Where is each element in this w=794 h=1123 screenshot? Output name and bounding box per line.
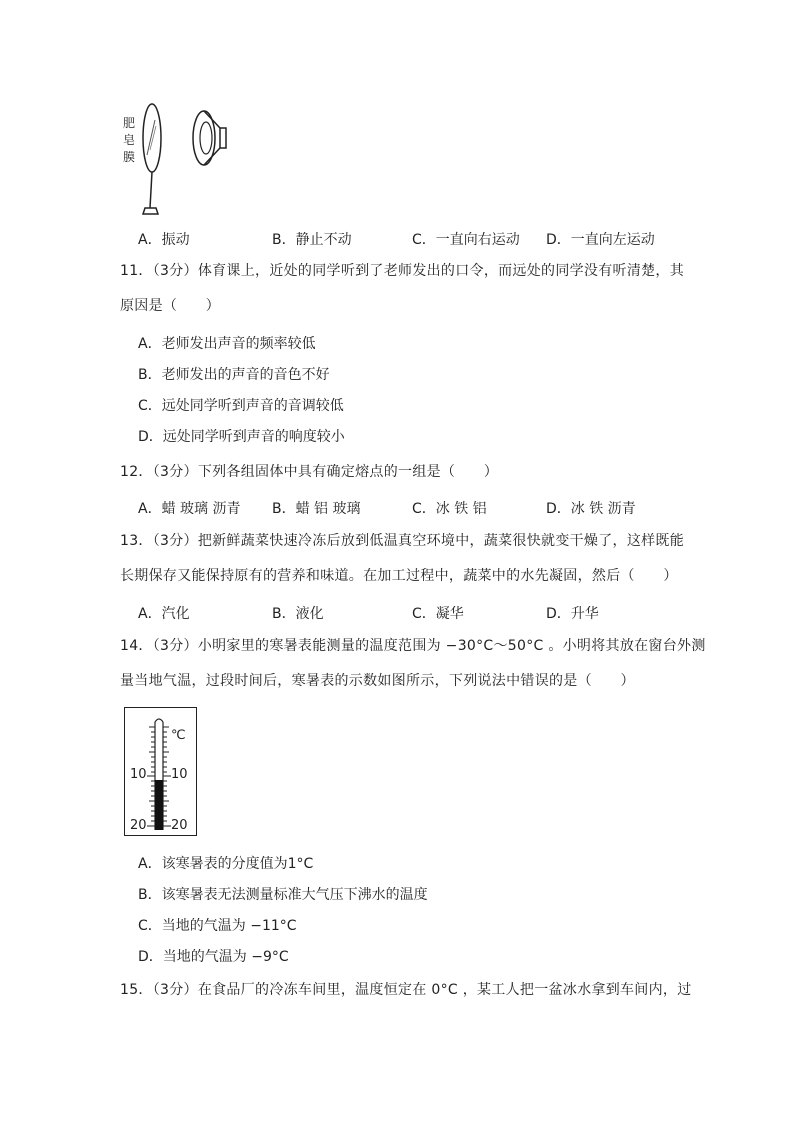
- thermometer-right-label-20: 20: [171, 818, 188, 833]
- label-char: 肥: [123, 116, 136, 130]
- thermometer-right-label-10: 10: [171, 767, 188, 782]
- soap-film-ring: [143, 104, 161, 172]
- soap-film-label: [123, 115, 137, 166]
- q13-option-c: C．凝华: [412, 606, 464, 622]
- speaker-magnet: [220, 128, 226, 148]
- speaker-body-bottom: [204, 148, 220, 165]
- q10-option-a: A．振动: [138, 232, 190, 248]
- q13-option-b: B．液化: [272, 606, 324, 622]
- q14-stem-line2: 量当地气温，过段时间后，寒暑表的示数如图所示，下列说法中错误的是（ ）: [120, 673, 635, 689]
- q12-option-a: A．蜡 玻璃 沥青: [138, 501, 241, 517]
- q14-option-a: A．该寒暑表的分度值为1°C: [138, 856, 314, 872]
- q11-stem-line2: 原因是（ ）: [120, 298, 221, 314]
- q14-option-c: C．当地的气温为 −11°C: [138, 918, 297, 934]
- q12-option-b: B．蜡 铝 玻璃: [272, 501, 361, 517]
- stand-base: [143, 208, 158, 214]
- thermometer-figure: [124, 707, 197, 836]
- q15-stem-line1: 15．（3分）在食品厂的冷冻车间里，温度恒定在 0°C ，某工人把一盆冰水拿到车间内，过: [120, 982, 692, 998]
- q11-option-d: D．远处同学听到声音的响度较小: [138, 429, 345, 445]
- q12-option-d: D．冰 铁 沥青: [546, 501, 636, 517]
- thermometer-left-label-10: 10: [130, 767, 147, 782]
- thermometer-unit-label: ℃: [171, 728, 186, 743]
- q11-stem-line1: 11．（3分）体育课上，近处的同学听到了老师发出的口令，而远处的同学没有听清楚，其: [120, 263, 685, 279]
- q14-option-b: B．该寒暑表无法测量标准大气压下沸水的温度: [138, 887, 428, 903]
- label-char: 膜: [123, 150, 136, 164]
- q11-option-c: C．远处同学听到声音的音调较低: [138, 398, 344, 414]
- q13-option-a: A．汽化: [138, 606, 190, 622]
- q13-stem-line2: 长期保存又能保持原有的营养和味道。在加工过程中，蔬菜中的水先凝固，然后（ ）: [120, 568, 678, 584]
- q10-option-b: B．静止不动: [272, 232, 352, 248]
- q14-option-d: D．当地的气温为 −9°C: [138, 949, 289, 965]
- q10-option-d: D．一直向左运动: [546, 232, 655, 248]
- q14-stem-line1: 14．（3分）小明家里的寒暑表能测量的温度范围为 −30°C～50°C 。小明将其放在窗台外测: [120, 638, 706, 654]
- q11-option-b: B．老师发出的声音的音色不好: [138, 367, 330, 383]
- speaker-body-top: [204, 111, 220, 128]
- q12-option-c: C．冰 铁 铝: [412, 501, 487, 517]
- q11-option-a: A．老师发出声音的频率较低: [138, 336, 316, 352]
- q13-option-d: D．升华: [546, 606, 599, 622]
- liquid-column: [155, 780, 163, 830]
- label-char: 皂: [123, 133, 136, 147]
- thermometer-left-label-20: 20: [130, 818, 147, 833]
- q12-stem: 12．（3分）下列各组固体中具有确定熔点的一组是（ ）: [120, 464, 499, 480]
- stand-pole: [150, 172, 152, 208]
- soap-film-highlight: [147, 120, 155, 155]
- q13-stem-line1: 13．（3分）把新鲜蔬菜快速冷冻后放到低温真空环境中，蔬菜很快就变干燥了，这样既能: [120, 533, 685, 549]
- soap-film-and-speaker-drawing: [140, 100, 235, 218]
- speaker-cone-inner: [200, 122, 212, 154]
- q10-option-c: C．一直向右运动: [412, 232, 520, 248]
